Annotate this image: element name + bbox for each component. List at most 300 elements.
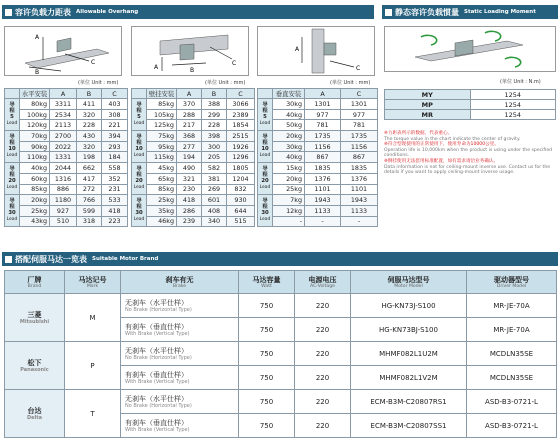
- table-cell: 3311: [50, 99, 77, 110]
- brake-en: No Brake (Horizontal Type): [125, 402, 192, 409]
- table-cell: 239: [177, 216, 202, 227]
- lead-char: 程: [262, 140, 268, 147]
- label-b: B: [35, 69, 40, 75]
- servo-header-cell: [295, 271, 351, 294]
- table-cell: 558: [102, 163, 128, 174]
- vertical-mount-diagram: [257, 26, 375, 76]
- lead-value: 10: [8, 146, 16, 153]
- table-cell: 352: [102, 173, 128, 184]
- table-row: [5, 152, 128, 163]
- table-cell: 2389: [227, 109, 255, 120]
- table-cell: 46kg: [147, 216, 177, 227]
- table-cell: 40kg: [20, 163, 50, 174]
- header-en: Watt: [261, 283, 272, 289]
- table-cell: 867: [341, 152, 378, 163]
- table-cell: -: [273, 216, 305, 227]
- table-row: [258, 152, 378, 163]
- lead-value: 20: [135, 178, 143, 185]
- brand-zh: 台达: [27, 406, 42, 415]
- table-cell: 886: [50, 184, 77, 195]
- table-row: [132, 184, 255, 195]
- header-row: [132, 89, 255, 99]
- label-c: C: [356, 65, 361, 72]
- table-row: [132, 141, 255, 152]
- table-cell: 418: [177, 195, 202, 206]
- brand-en: Delta: [26, 414, 43, 421]
- lead-group-label: [5, 195, 20, 227]
- table-cell: 293: [102, 141, 128, 152]
- lead-en: Lead: [6, 185, 18, 191]
- brake-cell: [121, 318, 239, 342]
- table-cell: 318: [77, 216, 102, 227]
- moment-diagram: [384, 26, 556, 72]
- lead-en: Lead: [259, 185, 271, 191]
- table-cell: 662: [77, 163, 102, 174]
- driver-model-cell: ASD-B3-0721-L: [467, 390, 557, 414]
- table-row: [132, 120, 255, 131]
- lead-group-label: [258, 131, 273, 163]
- table-cell: 40kg: [273, 109, 305, 120]
- header-cell: 水平安装: [20, 89, 50, 99]
- table-row: [5, 195, 128, 206]
- horizontal-mount-diagram: [4, 26, 122, 76]
- servo-header-cell: [121, 271, 239, 294]
- table-cell: 308: [102, 109, 128, 120]
- header-zh: 刹车有无: [165, 275, 194, 284]
- square-icon: [385, 9, 392, 16]
- table-cell: 1376: [341, 173, 378, 184]
- header-en: Mark: [86, 283, 99, 289]
- moment-key: MY: [385, 90, 471, 100]
- lead-char: 导: [9, 198, 15, 205]
- note-en: Operation life is 10,000km when the product is using under the specified conditions.: [384, 147, 553, 159]
- table-cell: 230: [177, 184, 202, 195]
- table-cell: 832: [227, 184, 255, 195]
- lead-char: 导: [262, 166, 268, 173]
- table-cell: 75kg: [147, 131, 177, 142]
- header-zh: 马达容量: [252, 275, 281, 284]
- table-cell: 228: [202, 120, 227, 131]
- table-cell: 408: [202, 205, 227, 216]
- brake-en: With Brake (Vertical Type): [125, 378, 190, 385]
- servo-header-cell: [351, 271, 467, 294]
- lead-char: 程: [136, 140, 142, 147]
- brake-en: No Brake (Horizontal Type): [125, 354, 192, 361]
- servo-table: [4, 270, 557, 438]
- lead-value: 5: [263, 114, 267, 121]
- table-cell: 105kg: [147, 109, 177, 120]
- table-cell: 25kg: [273, 184, 305, 195]
- table-cell: 1101: [341, 184, 378, 195]
- servo-header-cell: [65, 271, 121, 294]
- lead-en: Lead: [133, 185, 145, 191]
- servo-title: 搭配伺服马达一览表: [15, 254, 87, 264]
- table-row: [132, 163, 255, 174]
- table-row: [132, 109, 255, 120]
- table-cell: 1133: [341, 205, 378, 216]
- table-cell: 515: [227, 216, 255, 227]
- voltage-cell: 220: [295, 414, 351, 438]
- driver-model-cell: MR-JE-70A: [467, 294, 557, 318]
- lead-group-label: [132, 131, 147, 163]
- servo-header-cell: [467, 271, 557, 294]
- table-cell: 3066: [227, 99, 255, 110]
- brake-zh: 有刹车（垂直仕样）: [125, 418, 188, 427]
- table-row: [5, 99, 128, 110]
- table-cell: 977: [305, 109, 341, 120]
- table-cell: 1301: [305, 99, 341, 110]
- header-en: Brake: [172, 283, 187, 289]
- lead-value: 30: [135, 210, 143, 217]
- table-cell: 12kg: [273, 205, 305, 216]
- lead-group-label: [258, 163, 273, 195]
- table-cell: 15kg: [273, 163, 305, 174]
- table-cell: 1301: [341, 99, 378, 110]
- brake-en: No Brake (Horizontal Type): [125, 306, 192, 313]
- brand-cell: [5, 294, 65, 342]
- brake-zh: 无刹车（水平仕样）: [125, 346, 188, 355]
- lead-value: 5: [137, 114, 141, 121]
- servo-row: [5, 294, 557, 318]
- table-cell: 1735: [341, 131, 378, 142]
- table-cell: 403: [102, 99, 128, 110]
- table-cell: 490: [177, 163, 202, 174]
- mark-cell: M: [65, 294, 121, 342]
- label-c: C: [91, 59, 96, 66]
- note-en: Data information is not for ceiling-mount inverse use. Contact us for the details if you want to apply ceiling-mount inverse usage.: [384, 164, 551, 176]
- wall-overhang-table: [131, 88, 255, 227]
- voltage-cell: 220: [295, 366, 351, 390]
- table-cell: 43kg: [20, 216, 50, 227]
- lead-char: 程: [9, 140, 15, 147]
- table-cell: 120kg: [20, 120, 50, 131]
- table-cell: 599: [77, 205, 102, 216]
- table-row: [132, 99, 255, 110]
- table-row: [258, 120, 378, 131]
- table-cell: 1735: [305, 131, 341, 142]
- table-cell: 766: [77, 195, 102, 206]
- lead-value: 10: [135, 146, 143, 153]
- moment-title: 静态容许负载惯量: [395, 7, 459, 17]
- lead-en: Lead: [6, 217, 18, 223]
- lead-group-label: [132, 99, 147, 131]
- table-cell: 20kg: [273, 131, 305, 142]
- label-a: A: [35, 34, 40, 41]
- brand-en: Mitsubishi: [19, 318, 50, 325]
- lead-group-label: [132, 195, 147, 227]
- table-cell: 1133: [305, 205, 341, 216]
- table-row: [132, 173, 255, 184]
- table-cell: 2534: [50, 109, 77, 120]
- table-row: [5, 216, 128, 227]
- header-cell: B: [77, 89, 102, 99]
- header-cell: C: [341, 89, 378, 99]
- table-row: [132, 216, 255, 227]
- table-cell: 95kg: [147, 141, 177, 152]
- table-cell: 582: [202, 163, 227, 174]
- table-cell: 30kg: [273, 141, 305, 152]
- lead-char: 导: [136, 198, 142, 205]
- note-zh: ※倒挂使用无法套用标准配置，如有需求请洽业务确认。: [384, 158, 499, 164]
- table-cell: 100kg: [20, 109, 50, 120]
- table-cell: 533: [102, 195, 128, 206]
- table-cell: 930: [227, 195, 255, 206]
- header-cell: A: [305, 89, 341, 99]
- lead-char: 程: [262, 204, 268, 211]
- motor-model-cell: MHMF082L1V2M: [351, 366, 467, 390]
- table-cell: 394: [102, 131, 128, 142]
- table-cell: 288: [177, 109, 202, 120]
- motor-model-cell: ECM-B3M-C20807RS1: [351, 390, 467, 414]
- lead-group-label: [132, 163, 147, 195]
- table-cell: -: [305, 216, 341, 227]
- lead-char: 程: [9, 204, 15, 211]
- header-cell: 垂直安装: [273, 89, 305, 99]
- square-icon: [5, 256, 12, 263]
- driver-model-cell: ASD-B3-0721-L: [467, 414, 557, 438]
- table-row: [258, 109, 378, 120]
- overhang-unit-v: (单位 Unit : mm): [330, 80, 371, 86]
- motor-model-cell: HG-KN73J-S100: [351, 294, 467, 318]
- header-cell: A: [177, 89, 202, 99]
- servo-header-cell: [239, 271, 295, 294]
- brake-en: With Brake (Vertical Type): [125, 330, 190, 337]
- lead-group-label: [258, 195, 273, 227]
- table-cell: 1943: [305, 195, 341, 206]
- table-cell: 20kg: [273, 173, 305, 184]
- header-en: Brand: [27, 283, 42, 289]
- lead-group-label: [5, 99, 20, 131]
- label-c: C: [232, 60, 237, 67]
- header-row: [258, 89, 378, 99]
- table-cell: 381: [202, 173, 227, 184]
- lead-value: 30: [8, 210, 16, 217]
- header-en: Motor Model: [394, 283, 423, 289]
- header-zh: 伺服马达型号: [387, 275, 430, 284]
- header-zh: 厂牌: [27, 275, 42, 284]
- note-en: The torque value in the chart indicate the center of gravity.: [384, 136, 521, 142]
- moment-value: 1254: [470, 90, 556, 100]
- lead-char: 程: [136, 172, 142, 179]
- table-row: [5, 205, 128, 216]
- voltage-cell: 220: [295, 390, 351, 414]
- lead-char: 导: [9, 102, 15, 109]
- table-cell: 430: [77, 131, 102, 142]
- brake-zh: 有刹车（垂直仕样）: [125, 370, 188, 379]
- moment-row: [385, 100, 556, 110]
- header-cell: A: [50, 89, 77, 99]
- table-cell: 781: [341, 120, 378, 131]
- lead-value: 20: [261, 178, 269, 185]
- lead-char: 导: [136, 102, 142, 109]
- lead-char: 程: [9, 108, 15, 115]
- brake-cell: [121, 294, 239, 318]
- lead-char: 导: [262, 134, 268, 141]
- table-cell: 1296: [227, 152, 255, 163]
- brake-cell: [121, 366, 239, 390]
- table-row: [5, 109, 128, 120]
- header-en: AC-Voltage: [310, 283, 335, 289]
- overhang-title: 容许负载力距表: [15, 7, 71, 17]
- driver-model-cell: MR-JE-70A: [467, 318, 557, 342]
- table-cell: 1156: [305, 141, 341, 152]
- lead-en: Lead: [259, 153, 271, 159]
- table-cell: -: [341, 216, 378, 227]
- lead-char: 导: [262, 198, 268, 205]
- table-cell: 1835: [341, 163, 378, 174]
- header-cell: C: [102, 89, 128, 99]
- brand-zh: 松下: [27, 358, 42, 367]
- table-cell: 40kg: [273, 152, 305, 163]
- note-zh: ※力距表所示的数据，代表重心。: [384, 131, 453, 136]
- table-cell: 644: [227, 205, 255, 216]
- table-row: [5, 173, 128, 184]
- table-cell: 370: [177, 99, 202, 110]
- table-cell: 418: [102, 205, 128, 216]
- table-cell: 398: [202, 131, 227, 142]
- label-b: B: [190, 67, 195, 74]
- moment-notes: [384, 131, 556, 176]
- table-cell: 184: [102, 152, 128, 163]
- table-cell: 1805: [227, 163, 255, 174]
- watt-cell: 750: [239, 390, 295, 414]
- table-cell: 228: [77, 120, 102, 131]
- table-row: [5, 184, 128, 195]
- watt-cell: 750: [239, 318, 295, 342]
- table-cell: 867: [305, 152, 341, 163]
- vertical-overhang-table: [257, 88, 378, 227]
- table-cell: 60kg: [20, 173, 50, 184]
- moment-value: 1254: [470, 100, 556, 110]
- table-row: [258, 195, 378, 206]
- table-cell: 1835: [305, 163, 341, 174]
- table-cell: 194: [177, 152, 202, 163]
- table-cell: 231: [102, 184, 128, 195]
- brand-zh: 三菱: [27, 310, 42, 319]
- brake-cell: [121, 342, 239, 366]
- moment-title-en: Static Loading Moment: [464, 9, 536, 15]
- lead-value: 10: [261, 146, 269, 153]
- table-cell: 388: [202, 99, 227, 110]
- lead-char: 程: [9, 172, 15, 179]
- servo-row: [5, 390, 557, 414]
- table-cell: 25kg: [20, 205, 50, 216]
- brand-cell: [5, 390, 65, 438]
- voltage-cell: 220: [295, 342, 351, 366]
- servo-header-cell: [5, 271, 65, 294]
- table-cell: 70kg: [20, 131, 50, 142]
- brand-cell: [5, 342, 65, 390]
- overhang-unit-w: (单位 Unit : mm): [205, 80, 246, 86]
- table-cell: 927: [50, 205, 77, 216]
- table-cell: 411: [77, 99, 102, 110]
- header-cell: C: [227, 89, 255, 99]
- mark-cell: T: [65, 390, 121, 438]
- motor-model-cell: ECM-B3M-C20807SS1: [351, 414, 467, 438]
- lead-char: 程: [136, 108, 142, 115]
- table-cell: 1204: [227, 173, 255, 184]
- lead-group-label: [5, 163, 20, 195]
- note-zh: ※符合型现使用的正常使用下，使用寿命为10000公里。: [384, 142, 499, 148]
- label-a: A: [154, 64, 159, 71]
- table-row: [132, 152, 255, 163]
- table-row: [258, 216, 378, 227]
- table-cell: 1943: [341, 195, 378, 206]
- moment-header: [382, 5, 558, 19]
- horizontal-overhang-table: [4, 88, 128, 227]
- lead-value: 5: [10, 114, 14, 121]
- header-zh: 驱动器型号: [494, 275, 529, 284]
- table-cell: 1101: [305, 184, 341, 195]
- lead-group-label: [5, 131, 20, 163]
- watt-cell: 750: [239, 366, 295, 390]
- watt-cell: 750: [239, 294, 295, 318]
- table-cell: 25kg: [147, 195, 177, 206]
- lead-char: 导: [9, 166, 15, 173]
- header-cell: B: [202, 89, 227, 99]
- table-cell: 221: [102, 120, 128, 131]
- brake-en: With Brake (Vertical Type): [125, 426, 190, 433]
- brake-cell: [121, 390, 239, 414]
- lead-en: Lead: [259, 217, 271, 223]
- table-cell: 2113: [50, 120, 77, 131]
- table-cell: 321: [177, 173, 202, 184]
- table-cell: 45kg: [147, 163, 177, 174]
- table-cell: 2044: [50, 163, 77, 174]
- table-cell: 977: [341, 109, 378, 120]
- table-cell: 300: [202, 141, 227, 152]
- overhang-unit-h: (单位 Unit : mm): [78, 80, 119, 86]
- servo-header-row: [5, 271, 557, 294]
- table-cell: 80kg: [20, 99, 50, 110]
- table-cell: 781: [305, 120, 341, 131]
- table-cell: 90kg: [20, 141, 50, 152]
- overhang-header: [2, 5, 374, 19]
- table-cell: 320: [77, 109, 102, 120]
- moment-row: [385, 90, 556, 100]
- table-cell: 65kg: [147, 173, 177, 184]
- table-cell: 110kg: [20, 152, 50, 163]
- header-cell: [132, 89, 147, 99]
- table-cell: 205: [202, 152, 227, 163]
- table-cell: 269: [202, 184, 227, 195]
- driver-model-cell: MCDLN35SE: [467, 366, 557, 390]
- table-cell: 299: [202, 109, 227, 120]
- table-cell: 1854: [227, 120, 255, 131]
- table-cell: 510: [50, 216, 77, 227]
- brake-zh: 无刹车（水平仕样）: [125, 298, 188, 307]
- table-cell: 85kg: [147, 184, 177, 195]
- lead-en: Lead: [6, 121, 18, 127]
- wall-mount-diagram: [131, 26, 249, 76]
- servo-row: [5, 342, 557, 366]
- header-en: Driver Model: [496, 283, 527, 289]
- table-row: [258, 131, 378, 142]
- table-row: [132, 205, 255, 216]
- table-cell: 20kg: [20, 195, 50, 206]
- servo-header: [2, 252, 558, 266]
- header-row: [5, 89, 128, 99]
- table-cell: 85kg: [20, 184, 50, 195]
- table-cell: 1926: [227, 141, 255, 152]
- header-cell: 壁挂安装: [147, 89, 177, 99]
- table-cell: 223: [102, 216, 128, 227]
- table-cell: 1376: [305, 173, 341, 184]
- table-row: [258, 141, 378, 152]
- table-cell: 7kg: [273, 195, 305, 206]
- table-row: [5, 163, 128, 174]
- brake-zh: 无刹车（水平仕样）: [125, 394, 188, 403]
